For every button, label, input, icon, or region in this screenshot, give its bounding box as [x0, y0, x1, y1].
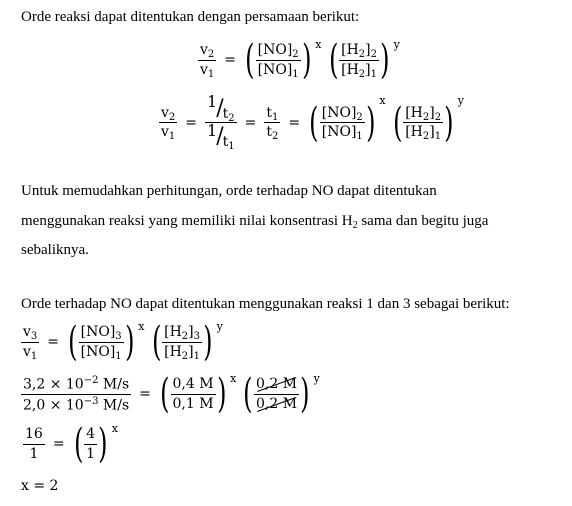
equals-sign: = — [224, 52, 237, 68]
h2-concentration-term-cancelled: ( $\frac{0,2 M}{0,2 M}$ ) — [243, 371, 310, 417]
time-order-equation — [157, 92, 468, 152]
rate-ratio: $\frac{v_3}{v_1}$ — [23, 324, 38, 362]
rate-values-ratio: $\frac{3,2 \times 10^{-2} M/s}{2,0 \times 10^{-3} M/s}$ — [23, 374, 130, 414]
exponent-x: x — [379, 94, 386, 107]
equals-sign: = — [139, 386, 151, 402]
result-equation: x = 2 — [21, 478, 59, 494]
exponent-x: x — [230, 372, 237, 385]
rate-ratio: $\frac{v_2}{v_1}$ — [161, 105, 176, 143]
no-order-intro: Orde terhadap NO dapat ditentukan menggunakan reaksi 1 dan 3 sebagai berikut: — [21, 296, 510, 312]
explanation-line-3: sebaliknya. — [21, 242, 89, 258]
no-ratio-term: ( $\frac{[NO]_2}{[NO]_1}$ ) — [309, 99, 376, 146]
exponent-y: y — [457, 94, 464, 107]
explanation-line-2: menggunakan reaksi yang memiliki nilai konsentrasi $H_2$ sama dan begitu juga — [21, 213, 489, 231]
equals-sign: = — [52, 436, 65, 452]
no-ratio-term: ( $\frac{[NO]_2}{[NO]_1}$ ) — [245, 37, 312, 83]
substituted-values-equation — [19, 371, 324, 417]
no-concentration-term: ( $\frac{0,4 M}{0,1 M}$ ) — [160, 371, 227, 417]
equals-sign: = — [185, 114, 198, 131]
exponent-y: y — [393, 38, 400, 51]
explanation-line-1: Untuk memudahkan perhitungan, orde terhadap NO dapat ditentukan — [21, 183, 437, 199]
reciprocal-time-ratio: 1 / $t_2$ 1 / $t_1$ — [207, 92, 235, 152]
intro-text: Orde reaksi dapat ditentukan dengan persamaan berikut: — [21, 9, 360, 25]
h2-ratio-term: ( $\frac{[H_2]_2}{[H_2]_1}$ ) — [392, 99, 454, 146]
h2-ratio-term: ( $\frac{[H_2]_2}{[H_2]_1}$ ) — [328, 37, 390, 83]
equals-sign: = — [288, 114, 301, 131]
equals-sign: = — [244, 114, 257, 131]
exponent-x: x — [138, 320, 145, 333]
exponent-y: y — [216, 320, 223, 333]
rate-ratio-simplified: $\frac{16}{1}$ — [25, 426, 43, 462]
equals-sign: = — [47, 334, 60, 350]
exponent-x: x — [315, 38, 322, 51]
concentration-ratio-simplified: ( $\frac{4}{1}$ ) — [73, 421, 108, 467]
rate-ratio: $\frac{v_2}{v_1}$ — [200, 42, 215, 80]
reaction-1-3-equation — [19, 319, 227, 365]
exponent-y: y — [313, 372, 320, 385]
rate-order-equation — [196, 37, 404, 83]
time-ratio: $\frac{t_1}{t_2}$ — [266, 105, 279, 143]
no-ratio-term: ( $\frac{[NO]_3}{[NO]_1}$ ) — [68, 319, 135, 365]
h2-ratio-term: ( $\frac{[H_2]_3}{[H_2]_1}$ ) — [151, 319, 213, 365]
simplified-equation — [21, 421, 122, 467]
exponent-x: x — [111, 422, 118, 435]
